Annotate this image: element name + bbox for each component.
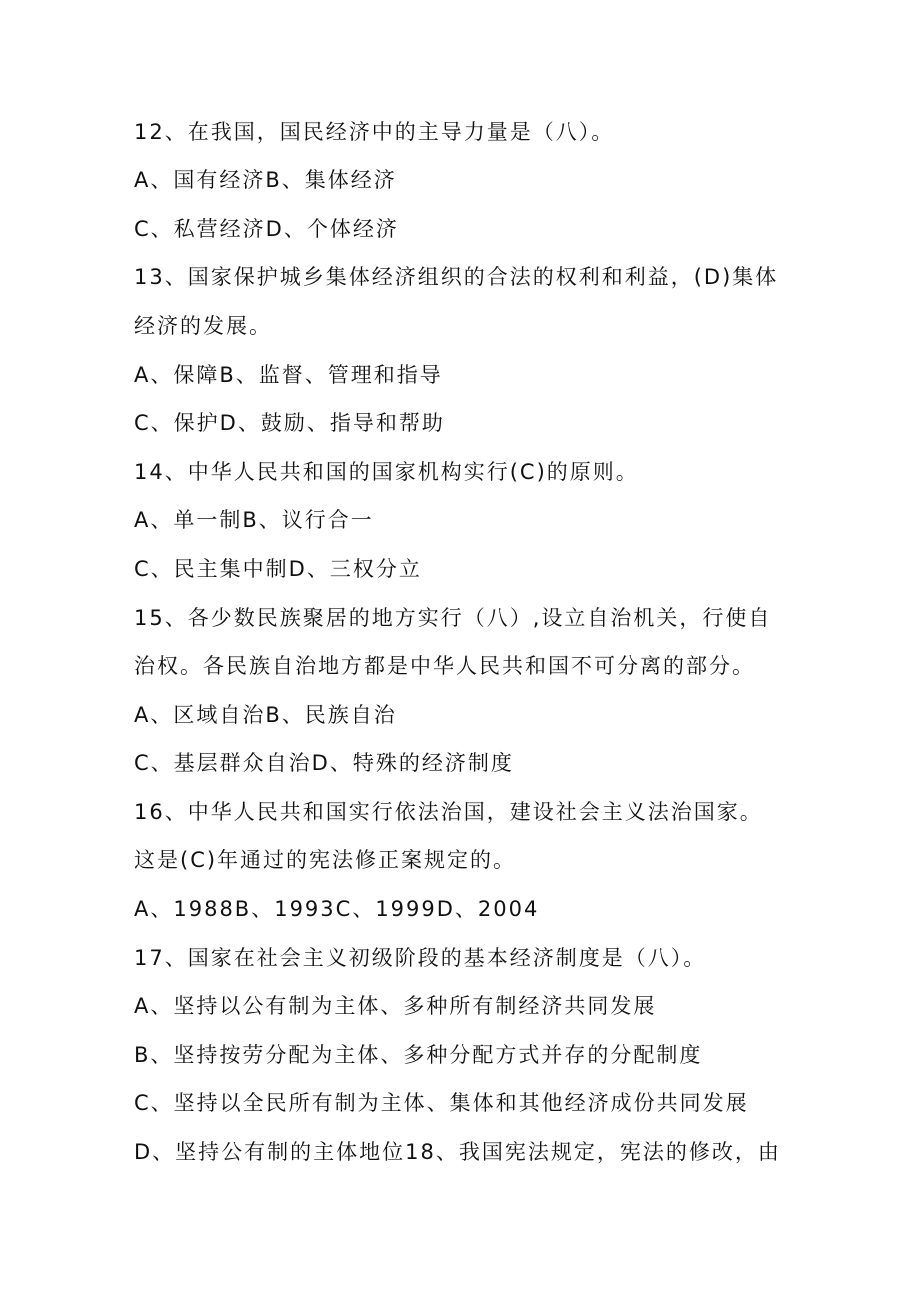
question-15-options-cd: C、基层群众自治D、特殊的经济制度 xyxy=(134,751,514,775)
question-14-stem: 14、中华人民共和国的国家机构实行(C)的原则。 xyxy=(134,460,639,484)
question-13-stem-line-2: 经济的发展。 xyxy=(134,314,272,338)
question-16-options: A、1988B、1993C、1999D、2004 xyxy=(134,897,540,921)
question-15-stem-line-2: 治权。各民族自治地方都是中华人民共和国不可分离的部分。 xyxy=(134,654,755,678)
question-13-options-cd: C、保护D、鼓励、指导和帮助 xyxy=(134,411,445,435)
question-15-options-ab: A、区域自治B、民族自治 xyxy=(134,703,397,727)
question-14-options-ab: A、单一制B、议行合一 xyxy=(134,508,374,532)
question-17-option-b: B、坚持按劳分配为主体、多种分配方式并存的分配制度 xyxy=(134,1043,703,1067)
question-13-stem-line-1: 13、国家保护城乡集体经济组织的合法的权利和利益，(D)集体 xyxy=(134,265,779,289)
question-17-option-c: C、坚持以全民所有制为主体、集体和其他经济成份共同发展 xyxy=(134,1091,749,1115)
question-17-stem: 17、国家在社会主义初级阶段的基本经济制度是（八）。 xyxy=(134,946,707,970)
question-12-options-ab: A、国有经济B、集体经济 xyxy=(134,168,397,192)
question-14-options-cd: C、民主集中制D、三权分立 xyxy=(134,557,422,581)
question-12-options-cd: C、私营经济D、个体经济 xyxy=(134,217,399,241)
question-17-option-a: A、坚持以公有制为主体、多种所有制经济共同发展 xyxy=(134,994,657,1018)
question-17-option-d-question-18-stem: D、坚持公有制的主体地位18、我国宪法规定，宪法的修改，由 xyxy=(134,1140,781,1164)
question-13-options-ab: A、保障B、监督、管理和指导 xyxy=(134,363,443,387)
question-16-stem-line-1: 16、中华人民共和国实行依法治国，建设社会主义法治国家。 xyxy=(134,800,763,824)
question-16-stem-line-2: 这是(C)年通过的宪法修正案规定的。 xyxy=(134,848,517,872)
question-15-stem-line-1: 15、各少数民族聚居的地方实行（八）,设立自治机关，行使自 xyxy=(134,606,772,630)
question-12-stem: 12、在我国，国民经济中的主导力量是（八）。 xyxy=(134,120,615,144)
